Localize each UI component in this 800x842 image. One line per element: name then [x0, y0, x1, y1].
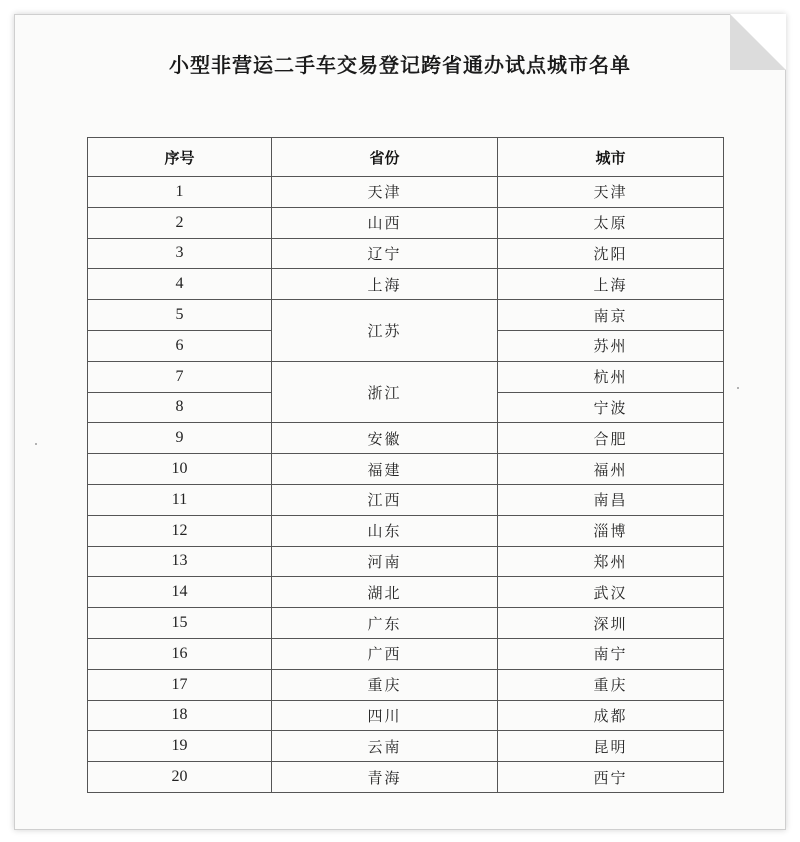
table-row: [88, 577, 724, 608]
cell-province: 广东: [272, 608, 498, 639]
scan-speck: [35, 443, 37, 445]
cell-city: 南昌: [498, 484, 724, 515]
cell-serial-number: 10: [88, 454, 272, 485]
cell-serial-number: 5: [88, 300, 272, 331]
cell-serial-number: 6: [88, 330, 272, 361]
cell-serial-number: 1: [88, 177, 272, 208]
cell-serial-number: 20: [88, 762, 272, 793]
table-header-row: [88, 138, 724, 177]
cell-province: 安徽: [272, 423, 498, 454]
cell-province: 浙江: [272, 361, 498, 423]
cell-serial-number: 4: [88, 269, 272, 300]
table-row: [88, 515, 724, 546]
table-row: [88, 731, 724, 762]
cell-serial-number: 16: [88, 638, 272, 669]
cell-serial-number: 14: [88, 577, 272, 608]
cell-serial-number: 9: [88, 423, 272, 454]
table-row: [88, 207, 724, 238]
cell-city: 天津: [498, 177, 724, 208]
cell-city: 宁波: [498, 392, 724, 423]
cell-city: 合肥: [498, 423, 724, 454]
cell-serial-number: 8: [88, 392, 272, 423]
cell-serial-number: 13: [88, 546, 272, 577]
cell-province: 河南: [272, 546, 498, 577]
cell-province: 江苏: [272, 300, 498, 362]
table-row: [88, 484, 724, 515]
table-body: [88, 177, 724, 793]
cell-city: 武汉: [498, 577, 724, 608]
cell-city: 深圳: [498, 608, 724, 639]
cell-city: 杭州: [498, 361, 724, 392]
table-row: [88, 546, 724, 577]
cell-province: 山东: [272, 515, 498, 546]
table-row: [88, 638, 724, 669]
cell-serial-number: 3: [88, 238, 272, 269]
cell-city: 沈阳: [498, 238, 724, 269]
cell-serial-number: 19: [88, 731, 272, 762]
cell-province: 湖北: [272, 577, 498, 608]
table-row: [88, 700, 724, 731]
cell-serial-number: 15: [88, 608, 272, 639]
cell-province: 重庆: [272, 669, 498, 700]
cell-province: 云南: [272, 731, 498, 762]
table-row: [88, 361, 724, 392]
table-row: [88, 300, 724, 331]
cell-province: 江西: [272, 484, 498, 515]
cell-city: 福州: [498, 454, 724, 485]
table-row: [88, 762, 724, 793]
cell-city: 西宁: [498, 762, 724, 793]
cell-serial-number: 17: [88, 669, 272, 700]
cell-serial-number: 7: [88, 361, 272, 392]
cell-city: 重庆: [498, 669, 724, 700]
cell-serial-number: 12: [88, 515, 272, 546]
scan-speck: [737, 387, 739, 389]
table-row: [88, 423, 724, 454]
cell-city: 郑州: [498, 546, 724, 577]
cell-province: 上海: [272, 269, 498, 300]
header-city: 城市: [498, 138, 724, 177]
table-row: [88, 454, 724, 485]
cell-city: 淄博: [498, 515, 724, 546]
header-province: 省份: [272, 138, 498, 177]
table-row: [88, 177, 724, 208]
table-row: [88, 669, 724, 700]
cell-city: 昆明: [498, 731, 724, 762]
cell-serial-number: 11: [88, 484, 272, 515]
cell-serial-number: 18: [88, 700, 272, 731]
pilot-city-table: [87, 137, 724, 793]
table-row: [88, 238, 724, 269]
cell-province: 福建: [272, 454, 498, 485]
cell-city: 成都: [498, 700, 724, 731]
cell-province: 辽宁: [272, 238, 498, 269]
cell-city: 太原: [498, 207, 724, 238]
document-page: [14, 14, 786, 830]
cell-province: 四川: [272, 700, 498, 731]
cell-city: 上海: [498, 269, 724, 300]
cell-province: 山西: [272, 207, 498, 238]
header-serial-number: 序号: [88, 138, 272, 177]
cell-serial-number: 2: [88, 207, 272, 238]
table-row: [88, 269, 724, 300]
cell-province: 青海: [272, 762, 498, 793]
cell-city: 南宁: [498, 638, 724, 669]
table-row: [88, 608, 724, 639]
cell-city: 苏州: [498, 330, 724, 361]
document-title: 小型非营运二手车交易登记跨省通办试点城市名单: [169, 53, 631, 77]
cell-province: 天津: [272, 177, 498, 208]
cell-province: 广西: [272, 638, 498, 669]
cell-city: 南京: [498, 300, 724, 331]
